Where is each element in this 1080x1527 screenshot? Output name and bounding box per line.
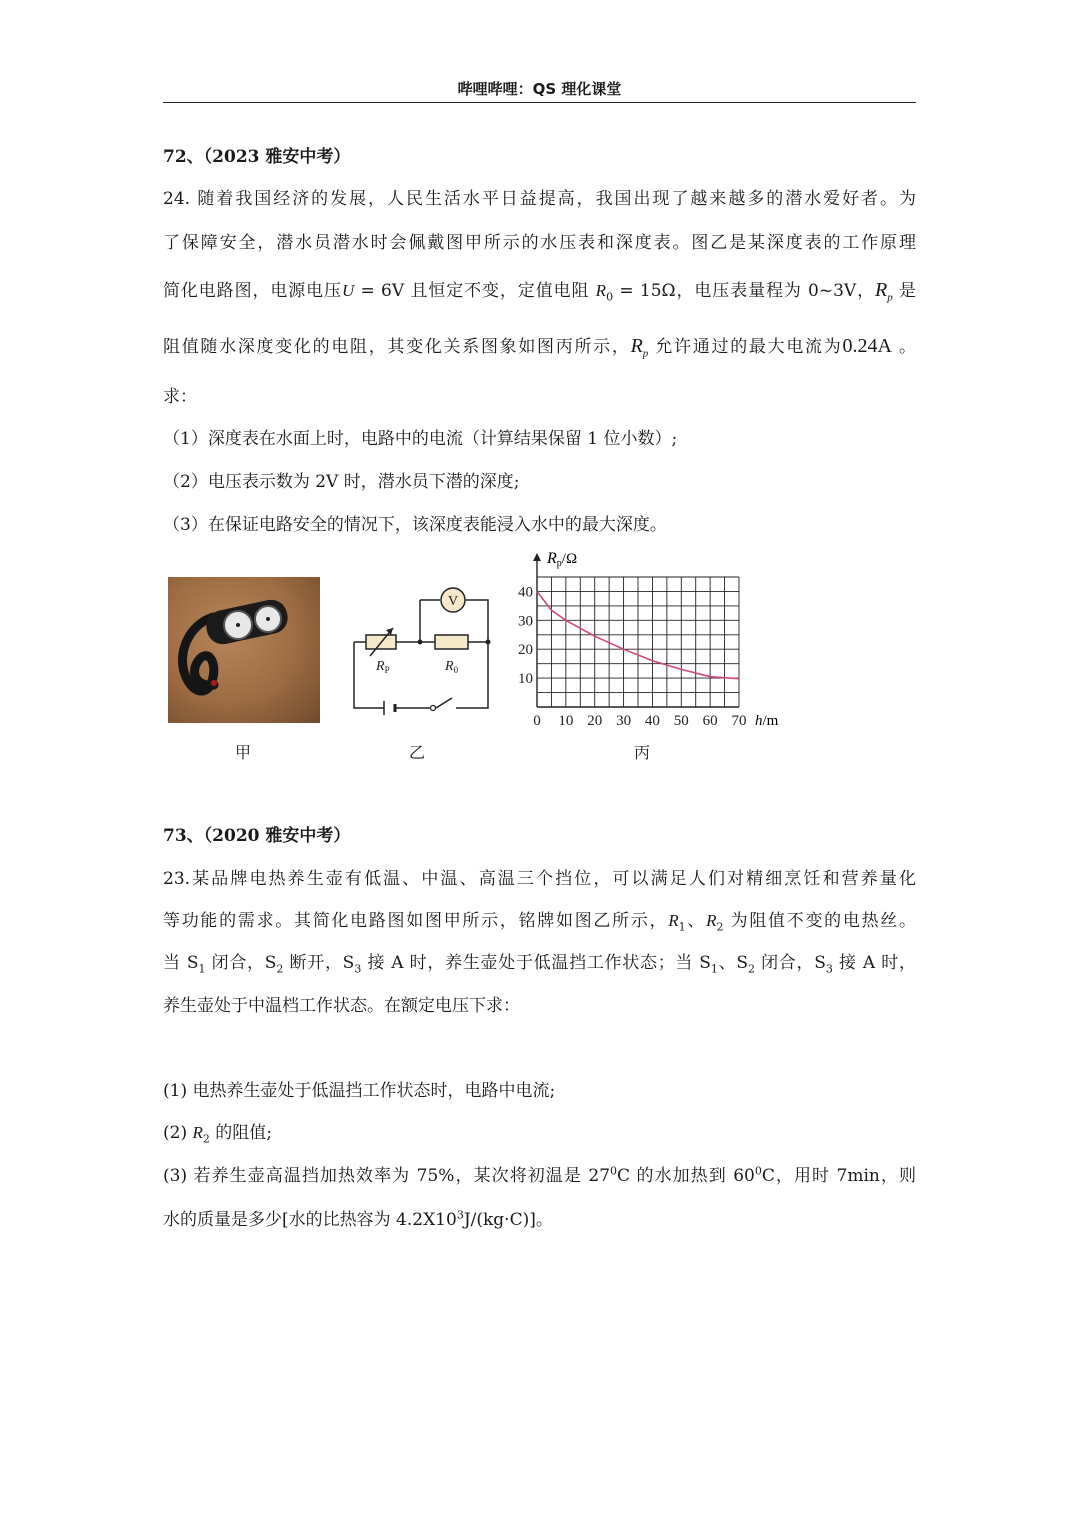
q73-heading: 73、（2020 雅安中考） <box>163 826 351 846</box>
y-tick-label: 30 <box>518 613 533 630</box>
x-tick-label: 60 <box>702 713 718 729</box>
y-axis-arrowhead <box>533 553 541 561</box>
q73-line-1: 23.某品牌电热养生壶有低温、中温、高温三个挡位，可以满足人们对精细烹饪和营养量化 <box>163 869 916 889</box>
rheostat-arrow <box>386 628 393 635</box>
q73-line-3: 当 $S_1$ 闭合，$S_2$ 断开，$S_3$ 接 A 时，养生壶处于低温挡工作状态；当 $S_1$、$S_2$ 闭合，$S_3$ 接 A 时， <box>163 953 916 976</box>
circuit-diagram <box>340 580 500 720</box>
q72-line-4: 阻值随水深度变化的电阻，其变化关系图象如图丙所示，$R_p$ 允许通过的最大电流为0.24A 。 <box>163 335 916 360</box>
figure-caption-c: 丙 <box>634 743 651 762</box>
junction-right <box>486 640 491 645</box>
x-tick-label: 30 <box>616 713 632 729</box>
y-tick-label: 10 <box>518 671 533 688</box>
depth-resistance-chart <box>505 545 795 735</box>
figure-caption-b: 乙 <box>409 743 426 762</box>
q72-part-1: （1）深度表在水面上时，电路中的电流（计算结果保留 1 位小数）; <box>163 429 678 449</box>
q72-line-5: 求： <box>163 387 197 407</box>
figure-caption-a: 甲 <box>235 743 252 762</box>
y-axis-label: Rp/Ω <box>547 550 578 569</box>
x-tick-label: 0 <box>533 713 541 729</box>
q73-line-2: 等功能的需求。其简化电路图如图甲所示，铭牌如图乙所示，$R_1$、$R_2$ 为阻值不变的电热丝。 <box>163 911 917 934</box>
x-tick-label: 70 <box>731 713 747 729</box>
q73-part-2: (2) $R_2$ 的阻值; <box>163 1123 273 1146</box>
header-rule <box>163 102 916 103</box>
q72-heading: 72、（2023 雅安中考） <box>163 147 351 167</box>
x-tick-label: 10 <box>558 713 574 729</box>
x-tick-label: 50 <box>673 713 689 729</box>
q73-line-4: 养生壶处于中温档工作状态。在额定电压下求： <box>163 996 520 1016</box>
q72-line-2: 了保障安全，潜水员潜水时会佩戴图甲所示的水压表和深度表。图乙是某深度表的工作原理 <box>163 233 916 253</box>
q72-line-3: 简化电路图，电源电压U = 6V 且恒定不变，定值电阻 $R_0 = 15\Omega$，电压表量程为 0~3V，$R_p$ 是 <box>163 279 917 304</box>
voltmeter-label: V <box>447 594 459 609</box>
y-tick-label: 20 <box>518 642 533 659</box>
x-tick-label: 40 <box>644 713 660 729</box>
junction-left <box>418 640 423 645</box>
gauge-photo <box>168 577 320 723</box>
q72-part-3: （3）在保证电路安全的情况下，该深度表能浸入水中的最大深度。 <box>163 515 667 535</box>
x-axis-label: h/m <box>755 713 779 729</box>
switch-pivot <box>431 706 436 711</box>
page-header: 哔哩哔哩：QS 理化课堂 <box>457 80 622 98</box>
r0-label: $R_0$ <box>445 659 459 675</box>
y-tick-label: 40 <box>518 584 533 601</box>
rp-label: $R_P$ <box>376 659 390 675</box>
x-tick-label: 20 <box>587 713 603 729</box>
q73-part-4: 水的质量是多少[水的比热容为 $4.2X10^3J/(kg\cdot C)$]。 <box>163 1208 553 1230</box>
q72-part-2: （2）电压表示数为 2V 时，潜水员下潜的深度; <box>163 472 520 492</box>
q72-line-1: 24. 随着我国经济的发展，人民生活水平日益提高，我国出现了越来越多的潜水爱好者。为 <box>163 189 916 209</box>
q73-part-3: (3) 若养生壶高温挡加热效率为 75%，某次将初温是 $27^0C$ 的水加热到 $60^0C$，用时 7min，则 <box>163 1164 916 1186</box>
q73-part-1: (1) 电热养生壶处于低温挡工作状态时，电路中电流; <box>163 1081 556 1101</box>
